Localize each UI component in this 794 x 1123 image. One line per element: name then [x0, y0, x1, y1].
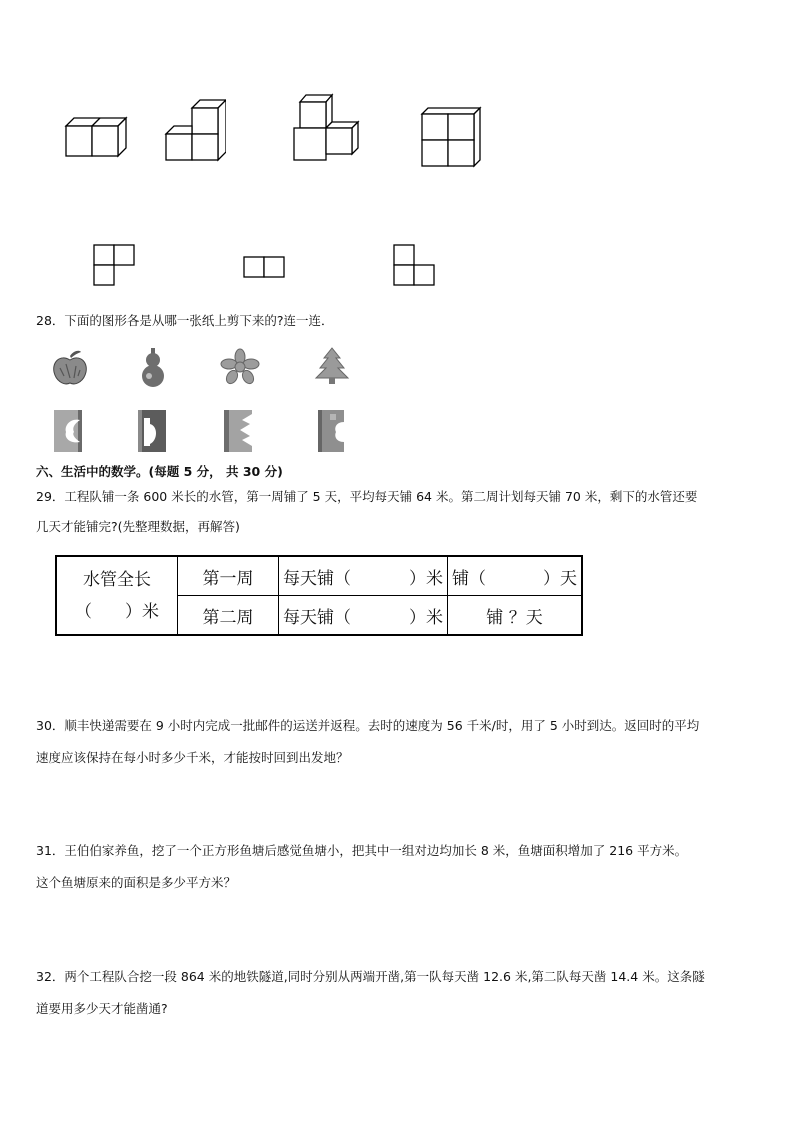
plane-view-3 [392, 243, 438, 289]
pipe-total-cell [56, 556, 178, 635]
question-number: 28． [36, 313, 65, 328]
question-29-line-2: 几天才能铺完?(先整理数据，再解答) [36, 519, 240, 534]
plane-view-2 [242, 255, 288, 279]
section-title: 六、生活中的数学。(每题 5 分， 共 30 分) [36, 464, 283, 479]
gourd-shape [136, 346, 170, 388]
week-2-days: 铺 ？天 [448, 596, 583, 636]
question-32-line-1: 32．两个工程队合挖一段 864 米的地铁隧道,同时分别从两端开凿,第一队每天凿 12.6 米,第二队每天凿 14.4 米。这条隧 [36, 969, 705, 984]
week-2-rate-prefix: 每天铺（ [283, 607, 351, 628]
week-2-label: 第二周 [178, 596, 279, 636]
plane-view-1 [92, 243, 138, 289]
cube-solid-1 [60, 112, 130, 162]
blank-close-unit: ）米 [125, 601, 159, 622]
folded-paper-2 [136, 408, 170, 454]
cube-solid-3 [290, 92, 362, 164]
week-1-days-cell [448, 556, 583, 596]
week-1-days-suffix: ）天 [543, 568, 577, 589]
question-30-line-2: 速度应该保持在每小时多少千米，才能按时回到出发地？ [36, 750, 349, 765]
cube-solid-2 [162, 98, 226, 162]
week-1-rate-cell [279, 556, 448, 596]
question-text: 下面的图形各是从哪一张纸上剪下来的?连一连． [64, 313, 334, 328]
cube-solid-4 [418, 104, 484, 170]
week-2-rate-suffix: ）米 [409, 607, 443, 628]
apple-shape [50, 348, 90, 388]
folded-paper-4 [316, 408, 350, 454]
pipe-total-label: 水管全长 [83, 569, 151, 590]
question-28 [36, 306, 334, 336]
week-1-rate-suffix: ）米 [409, 568, 443, 589]
week-1-label: 第一周 [178, 556, 279, 596]
tree-shape [312, 346, 352, 386]
week-1-rate-prefix: 每天铺（ [283, 568, 351, 589]
data-table [55, 555, 583, 636]
question-31-line-2: 这个鱼塘原来的面积是多少平方米？ [36, 875, 237, 890]
question-31-line-1: 31．王伯伯家养鱼，挖了一个正方形鱼塘后感觉鱼塘小，把其中一组对边均加长 8 米，鱼塘面积增加了 216 平方米。 [36, 843, 688, 858]
flower-shape [220, 348, 260, 386]
folded-paper-1 [52, 408, 86, 454]
folded-paper-3 [222, 408, 256, 454]
question-30-line-1: 30．顺丰快递需要在 9 小时内完成一批邮件的运送并返程。去时的速度为 56 千米/时，用了 5 小时到达。返回时的平均 [36, 718, 700, 733]
question-32-line-2: 道要用多少天才能凿通? [36, 1001, 168, 1016]
blank-open-paren: （ [75, 601, 92, 622]
question-29-line-1: 29．工程队铺一条 600 米长的水管，第一周铺了 5 天，平均每天铺 64 米。第二周计划每天铺 70 米，剩下的水管还要 [36, 489, 698, 504]
week-1-days-prefix: 铺（ [452, 568, 486, 589]
week-2-rate-cell [279, 596, 448, 636]
